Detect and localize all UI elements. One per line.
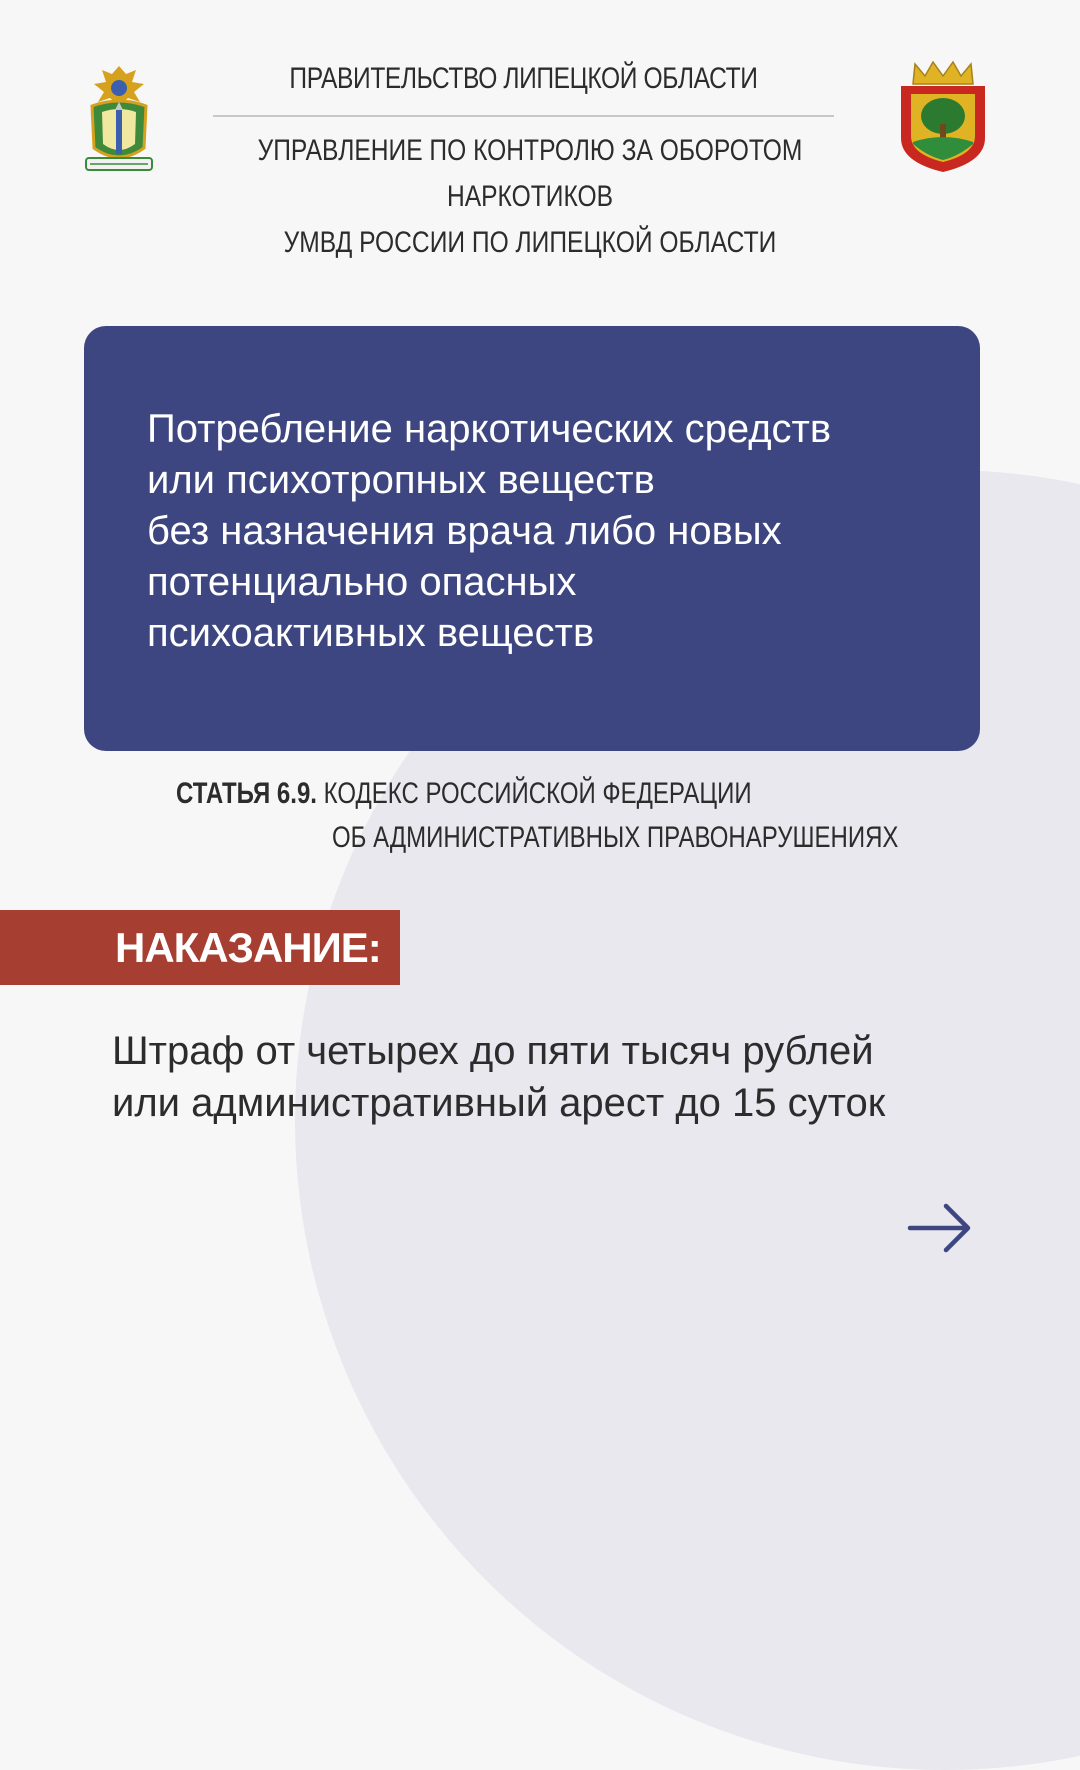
header — [0, 0, 1080, 259]
penalty-label: НАКАЗАНИЕ: — [115, 924, 381, 971]
violation-line: или психотропных веществ — [147, 458, 655, 502]
violation-line: психоактивных веществ — [147, 611, 595, 655]
penalty-description — [112, 1025, 885, 1129]
violation-description — [147, 404, 947, 659]
penalty-line: Штраф от четырех до пяти тысяч рублей — [112, 1029, 874, 1073]
police-emblem-icon — [80, 62, 158, 180]
header-divider — [213, 115, 834, 117]
article-code-line-2: ОБ АДМИНИСТРАТИВНЫХ ПРАВОНАРУШЕНИЯХ — [332, 821, 899, 854]
penalty-line: или административный арест до 15 суток — [112, 1081, 886, 1125]
department-title — [218, 128, 841, 266]
department-line-2: УМВД РОССИИ ПО ЛИПЕЦКОЙ ОБЛАСТИ — [283, 226, 777, 259]
violation-line: потенциально опасных — [147, 560, 577, 604]
lipetsk-coat-of-arms-icon — [895, 58, 991, 176]
article-number: СТАТЬЯ 6.9. — [176, 777, 317, 810]
article-code-line-1: КОДЕКС РОССИЙСКОЙ ФЕДЕРАЦИИ — [323, 777, 752, 810]
arrow-right-icon[interactable] — [906, 1200, 974, 1256]
government-title: ПРАВИТЕЛЬСТВО ЛИПЕЦКОЙ ОБЛАСТИ — [289, 62, 758, 95]
department-line-1: УПРАВЛЕНИЕ ПО КОНТРОЛЮ ЗА ОБОРОТОМ НАРКОТИКОВ — [257, 134, 803, 213]
article-reference — [176, 772, 898, 860]
violation-line: Потребление наркотических средств — [147, 407, 832, 451]
violation-line: без назначения врача либо новых — [147, 509, 782, 553]
